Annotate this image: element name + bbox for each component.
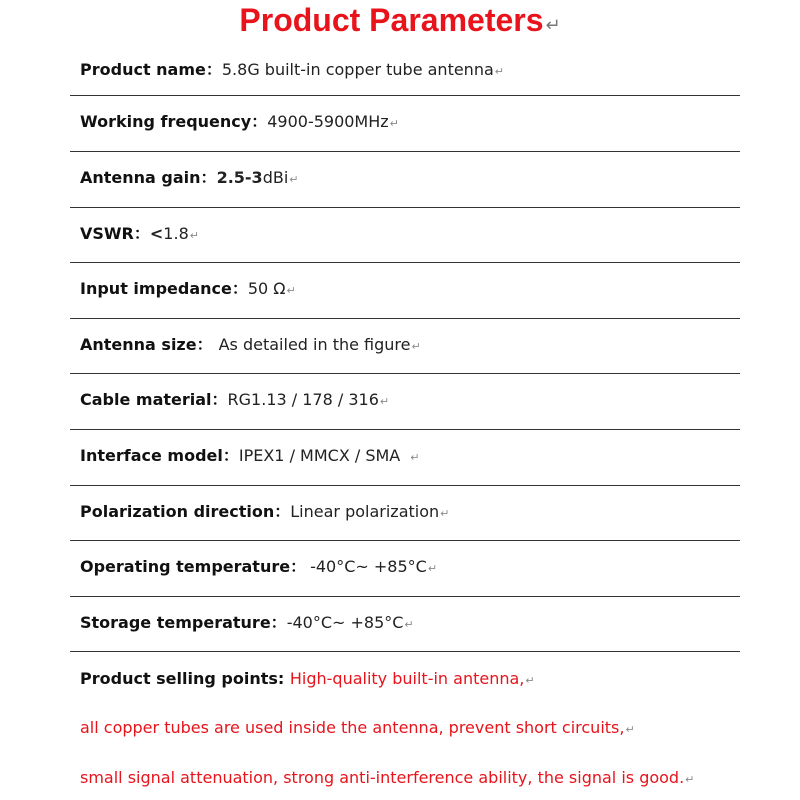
row-divider <box>70 318 740 319</box>
param-label: VSWR： <box>80 224 150 243</box>
param-value-bold: < <box>149 224 164 243</box>
param-label: Polarization direction： <box>80 502 291 521</box>
param-label: Operating temperature： <box>80 557 307 576</box>
row-divider <box>70 373 740 374</box>
param-value-bold: 2.5-3 <box>216 168 263 187</box>
return-mark-icon: ↵ <box>685 773 695 786</box>
row-divider <box>70 485 740 486</box>
row-divider <box>70 596 740 597</box>
param-value: 4900-5900MHz <box>267 112 389 131</box>
param-value: RG1.13 / 178 / 316 <box>227 390 379 409</box>
param-row-polarization-direction <box>80 500 740 556</box>
param-row-antenna-gain <box>80 166 740 222</box>
param-value <box>150 224 189 243</box>
row-divider <box>70 651 740 652</box>
return-mark-icon: ↵ <box>379 395 390 408</box>
selling-points-line <box>80 766 694 792</box>
param-label: Interface model： <box>80 446 239 465</box>
param-value-unit: dBi <box>262 168 289 187</box>
param-row-product-name <box>80 58 740 114</box>
param-label: Antenna gain： <box>80 168 217 187</box>
row-divider <box>70 540 740 541</box>
param-label: Working frequency： <box>80 112 268 131</box>
page-title-text: Product Parameters <box>239 2 544 38</box>
row-divider <box>70 207 740 208</box>
param-row-cable-material <box>80 388 740 444</box>
param-label: Product name： <box>80 60 222 79</box>
selling-points-line <box>80 716 635 742</box>
selling-points-row <box>80 667 740 691</box>
return-mark-icon: ↵ <box>545 15 561 36</box>
param-row-operating-temperature <box>80 555 740 611</box>
param-value: IPEX1 / MMCX / SMA <box>238 446 401 465</box>
row-divider <box>70 151 740 152</box>
selling-points-line: High-quality built-in antenna, <box>289 669 525 688</box>
param-value: Linear polarization <box>290 502 440 521</box>
param-row-input-impedance <box>80 277 740 333</box>
selling-points-text: small signal attenuation, strong anti-interference ability, the signal is good. <box>80 768 685 787</box>
return-mark-icon: ↵ <box>411 340 421 353</box>
row-divider <box>70 95 740 96</box>
param-value: 5.8G built-in copper tube antenna <box>221 60 494 79</box>
param-row-interface-model <box>80 444 740 500</box>
param-value <box>217 168 289 187</box>
selling-points-label: Product selling points: <box>80 669 290 688</box>
return-mark-icon: ↵ <box>410 451 420 464</box>
param-value: As detailed in the figure <box>218 335 411 354</box>
param-row-working-frequency <box>80 110 740 166</box>
return-mark-icon: ↵ <box>404 618 414 631</box>
page-title <box>0 0 800 40</box>
return-mark-icon: ↵ <box>286 284 296 297</box>
return-mark-icon: ↵ <box>289 173 299 186</box>
row-divider <box>70 429 740 430</box>
param-value-number: 1.8 <box>163 224 189 243</box>
return-mark-icon: ↵ <box>389 117 399 130</box>
row-divider <box>70 262 740 263</box>
param-row-storage-temperature <box>80 611 740 667</box>
param-value: 50 Ω <box>247 279 286 298</box>
return-mark-icon: ↵ <box>189 229 199 242</box>
param-label: Antenna size： <box>80 335 213 354</box>
param-label: Cable material： <box>80 390 228 409</box>
param-row-antenna-size <box>80 333 740 389</box>
selling-points-text: all copper tubes are used inside the antenna, prevent short circuits, <box>80 718 625 737</box>
param-label: Input impedance： <box>80 279 248 298</box>
param-row-vswr <box>80 222 740 278</box>
return-mark-icon: ↵ <box>525 674 535 687</box>
return-mark-icon: ↵ <box>440 507 450 520</box>
return-mark-icon: ↵ <box>625 723 635 736</box>
param-value: -40°C~ +85°C <box>286 613 404 632</box>
param-value: -40°C~ +85°C <box>310 557 427 576</box>
return-mark-icon: ↵ <box>427 562 438 575</box>
param-label: Storage temperature： <box>80 613 287 632</box>
return-mark-icon: ↵ <box>494 65 504 78</box>
